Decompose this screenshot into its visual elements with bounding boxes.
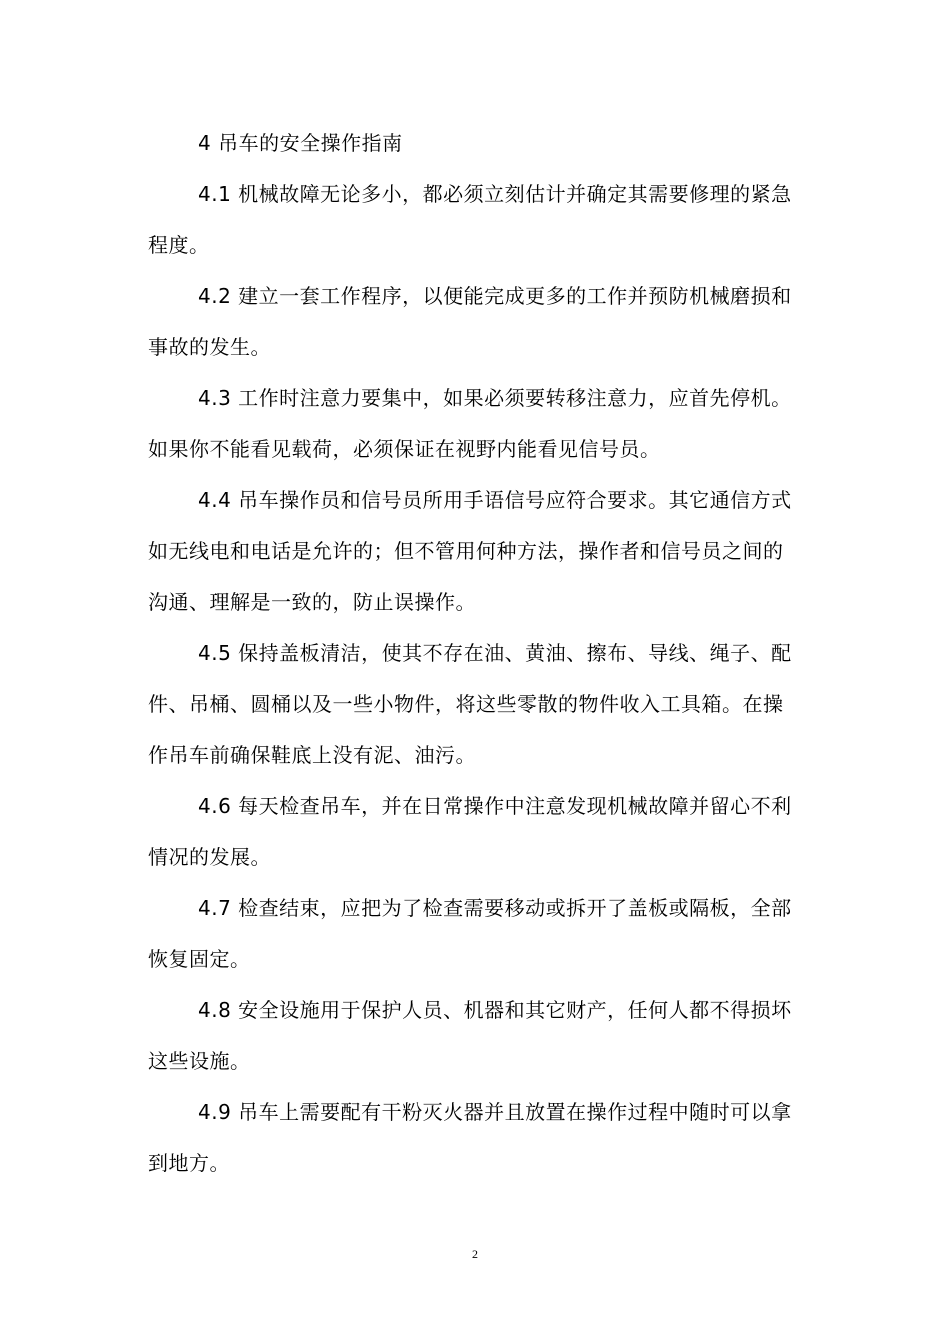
paragraph-4-2: 4.2 建立一套工作程序，以便能完成更多的工作并预防机械磨损和事故的发生。 bbox=[148, 284, 792, 359]
paragraph-4-3: 4.3 工作时注意力要集中，如果必须要转移注意力，应首先停机。如果你不能看见载荷，必须保证在视野内能看见信号员。 bbox=[148, 386, 792, 461]
document-body bbox=[148, 118, 800, 1189]
paragraph-4-6: 4.6 每天检查吊车，并在日常操作中注意发现机械故障并留心不利情况的发展。 bbox=[148, 794, 792, 869]
section-heading: 4 吊车的安全操作指南 bbox=[198, 131, 403, 155]
paragraph-4-9: 4.9 吊车上需要配有干粉灭火器并且放置在操作过程中随时可以拿到地方。 bbox=[148, 1100, 792, 1175]
paragraph-4-7: 4.7 检查结束，应把为了检查需要移动或拆开了盖板或隔板，全部恢复固定。 bbox=[148, 896, 792, 971]
paragraph-4-1: 4.1 机械故障无论多小，都必须立刻估计并确定其需要修理的紧急程度。 bbox=[148, 182, 792, 257]
paragraph-4-5: 4.5 保持盖板清洁，使其不存在油、黄油、擦布、导线、绳子、配件、吊桶、圆桶以及一些小物件，将这些零散的物件收入工具箱。在操作吊车前确保鞋底上没有泥、油污。 bbox=[148, 641, 792, 767]
paragraph-4-4: 4.4 吊车操作员和信号员所用手语信号应符合要求。其它通信方式如无线电和电话是允许的；但不管用何种方法，操作者和信号员之间的沟通、理解是一致的，防止误操作。 bbox=[148, 488, 792, 614]
page-number: 2 bbox=[472, 1247, 478, 1261]
paragraph-4-8: 4.8 安全设施用于保护人员、机器和其它财产，任何人都不得损坏这些设施。 bbox=[148, 998, 792, 1073]
